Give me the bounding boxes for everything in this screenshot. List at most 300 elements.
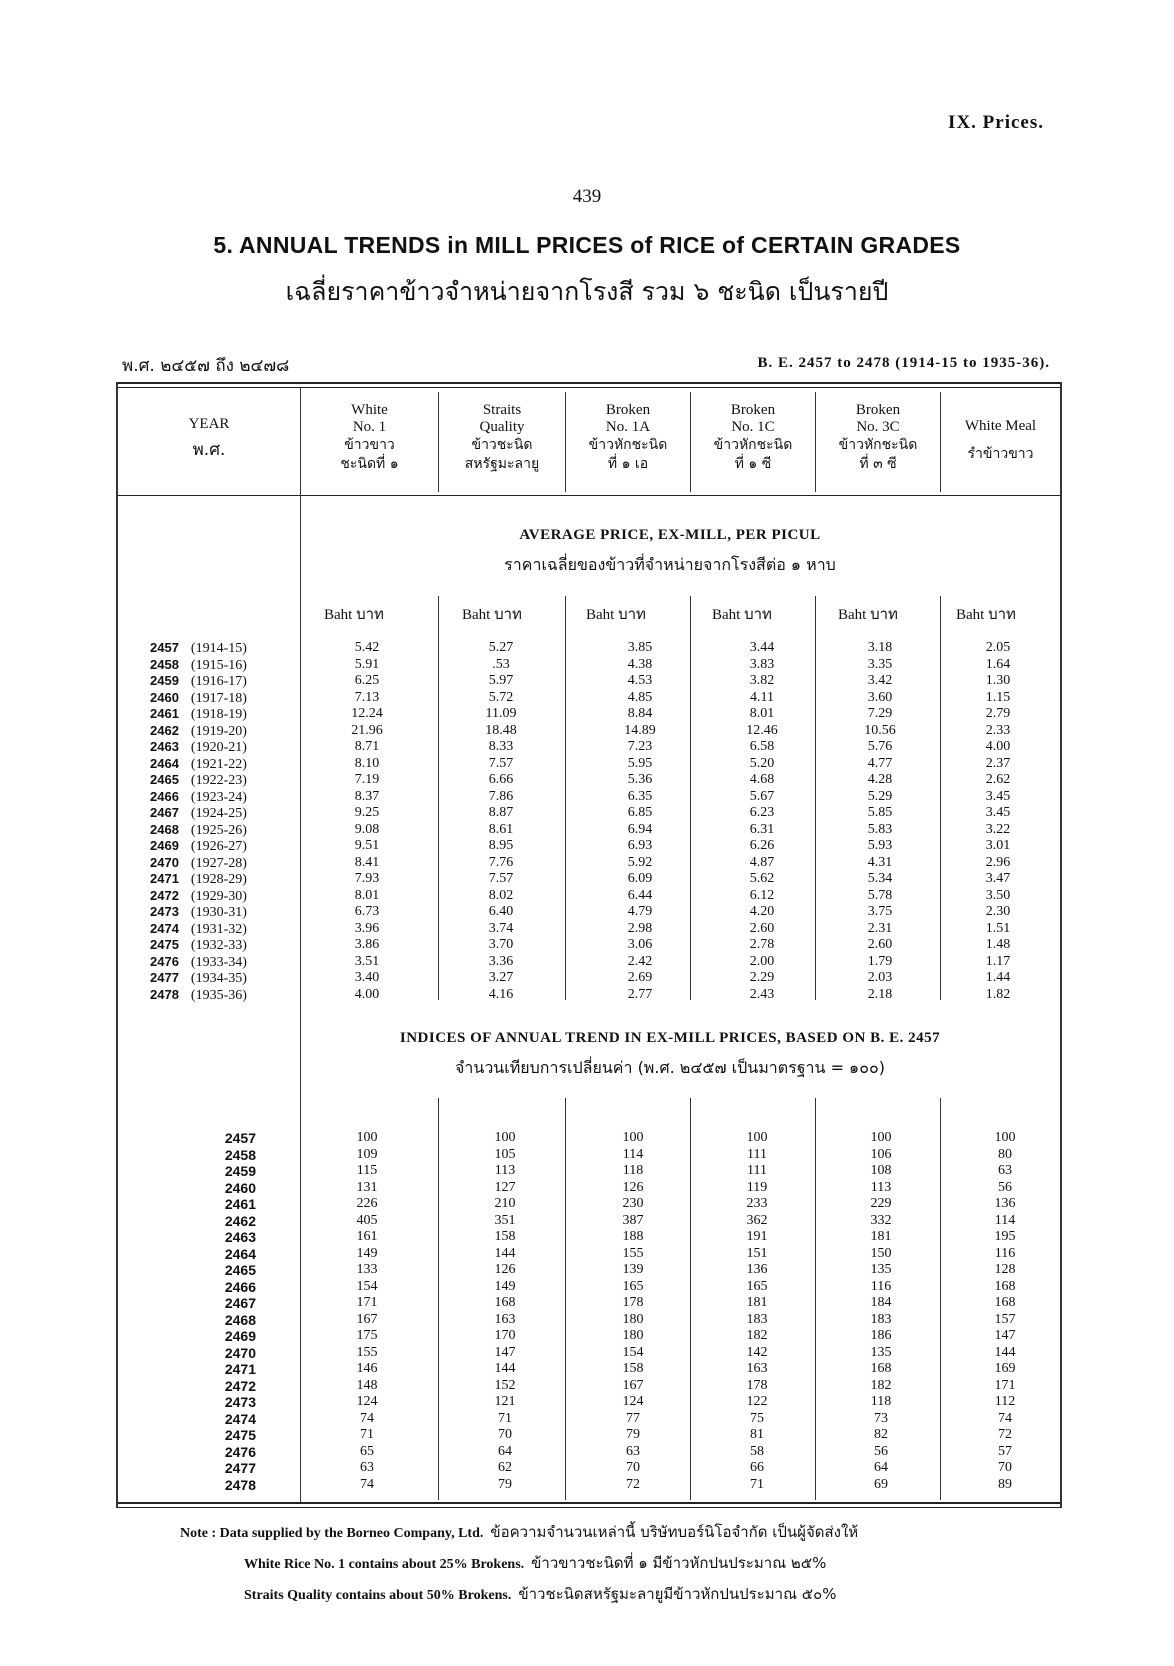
price-column-straits-quality [446, 640, 556, 1003]
table-cell: 79 [626, 1427, 640, 1442]
year-ad: (1925-26) [190, 822, 247, 838]
column-divider [438, 1098, 439, 1500]
column-divider [940, 1098, 941, 1500]
table-cell: 144 [494, 1361, 516, 1376]
table-cell: 6.35 [627, 788, 653, 804]
table-cell: 165 [622, 1278, 644, 1294]
year-be: 2458 [224, 1146, 256, 1163]
table-cell: 4.00 [985, 739, 1011, 754]
column-header-broken-3c [816, 402, 940, 474]
index-column-broken-1a [588, 1130, 678, 1493]
table-cell: 8.87 [488, 805, 514, 820]
index-column-white-meal [960, 1130, 1050, 1493]
year-be: 2459 [150, 673, 179, 688]
unit-thai: บาท [356, 605, 384, 623]
table-cell: 74 [998, 1410, 1012, 1426]
table-cell: 135 [870, 1344, 892, 1360]
table-cell: 2.69 [627, 970, 653, 985]
year-ad: (1934-35) [190, 971, 247, 986]
table-cell: 66 [750, 1460, 764, 1475]
year-be: 2464 [150, 755, 179, 771]
table-cell: 5.67 [749, 788, 775, 804]
table-cell: 2.96 [985, 854, 1011, 870]
table-cell: 2.77 [627, 986, 653, 1002]
year-be: 2468 [150, 821, 179, 837]
table-cell: 144 [494, 1245, 516, 1261]
year-be: 2478 [150, 986, 179, 1002]
table-cell: 105 [494, 1146, 516, 1162]
table-cell: 5.92 [627, 854, 653, 870]
table-cell: 21.96 [351, 722, 383, 738]
table-cell: 2.33 [985, 722, 1011, 738]
table-cell: 63 [626, 1443, 640, 1459]
table-cell: 64 [498, 1443, 512, 1459]
note-line [244, 1551, 826, 1575]
index-column-broken-3c [836, 1130, 926, 1493]
table-cell: 115 [356, 1163, 378, 1178]
note-thai: ข้อความจำนวนเหล่านี้ บริษัทบอร์นิโอจำกัด เป็นผู้จัดส่งให้ [490, 1523, 859, 1541]
header-line: White [351, 402, 388, 418]
year-ad: (1933-34) [190, 954, 247, 970]
table-cell: 8.95 [488, 838, 514, 853]
table-cell: 8.33 [488, 739, 514, 754]
table-cell: 109 [356, 1146, 378, 1162]
table-cell: 5.72 [488, 689, 514, 705]
table-cell: 146 [356, 1361, 378, 1376]
year-header-thai: พ.ศ. [192, 440, 226, 460]
table-cell: 178 [622, 1295, 644, 1310]
column-divider [690, 1098, 691, 1500]
header-line: White Meal [964, 418, 1037, 434]
table-cell: 3.22 [985, 821, 1011, 837]
note-english: White Rice No. 1 contains about 25% Brokens. [244, 1557, 525, 1572]
table-cell: 168 [870, 1361, 892, 1376]
table-cell: 158 [494, 1229, 516, 1244]
table-cell: 148 [356, 1377, 378, 1393]
table-cell: 65 [360, 1443, 374, 1459]
year-be: 2467 [150, 805, 179, 820]
table-cell: 5.78 [867, 887, 893, 903]
table-cell: 1.79 [867, 953, 893, 969]
table-cell: 161 [356, 1229, 378, 1244]
table-cell: 1.15 [985, 689, 1011, 705]
page-number: 439 [572, 186, 602, 207]
unit-english: Baht [956, 607, 985, 623]
table-cell: 7.13 [354, 689, 380, 705]
year-be: 2464 [224, 1245, 256, 1262]
table-cell: 3.96 [354, 920, 380, 936]
table-cell: 5.27 [488, 640, 514, 655]
table-cell: 56 [874, 1443, 888, 1459]
table-cell: 8.01 [354, 887, 380, 903]
table-cell: 6.94 [627, 821, 653, 837]
table-cell: 165 [746, 1278, 768, 1294]
table-cell: .53 [492, 656, 510, 672]
table-cell: 7.57 [488, 755, 514, 771]
year-row [150, 822, 300, 839]
table-cell: 126 [494, 1262, 516, 1277]
table-cell: 5.97 [488, 673, 514, 688]
header-line-thai: ข้าวขาว [344, 437, 395, 453]
year-row [150, 756, 300, 773]
table-cell: 180 [622, 1311, 644, 1327]
table-cell: 73 [874, 1410, 888, 1426]
table-cell: 124 [622, 1394, 644, 1409]
header-line: No. 1A [605, 419, 651, 435]
table-cell: 233 [746, 1196, 768, 1211]
table-cell: 122 [746, 1394, 768, 1409]
table-cell: 3.47 [985, 871, 1011, 886]
table-cell: 163 [746, 1361, 768, 1376]
table-cell: 3.45 [985, 788, 1011, 804]
table-cell: 1.30 [985, 673, 1011, 688]
table-cell: 6.26 [749, 838, 775, 853]
table-cell: 70 [626, 1460, 640, 1475]
table-cell: 136 [746, 1262, 768, 1277]
table-cell: 229 [870, 1196, 892, 1211]
price-column-broken-1c [712, 640, 812, 1003]
year-be: 2463 [150, 739, 179, 754]
table-cell: 4.00 [354, 986, 380, 1002]
table-cell: 8.61 [488, 821, 514, 837]
table-cell: 6.31 [749, 821, 775, 837]
year-row [150, 937, 300, 954]
table-cell: 108 [870, 1163, 892, 1178]
table-cell: 8.02 [488, 887, 514, 903]
year-row [150, 838, 300, 855]
column-header-year [118, 416, 300, 460]
table-cell: 144 [994, 1344, 1016, 1360]
year-be: 2473 [224, 1394, 256, 1410]
year-ad: (1923-24) [190, 789, 247, 805]
header-line-thai: ข้าวหักชะนิด [713, 437, 793, 453]
table-cell: 2.42 [627, 953, 653, 969]
year-be: 2460 [150, 689, 179, 705]
table-cell: 147 [494, 1344, 516, 1360]
year-be: 2475 [224, 1427, 256, 1443]
column-divider [815, 1098, 816, 1500]
table-cell: 169 [994, 1361, 1016, 1376]
table-cell: 4.53 [627, 673, 653, 688]
table-cell: 112 [994, 1394, 1016, 1409]
year-be: 2477 [224, 1460, 256, 1476]
table-cell: 3.83 [749, 656, 775, 672]
year-be: 2474 [150, 920, 179, 936]
table-cell: 6.25 [354, 673, 380, 688]
table-cell: 114 [622, 1146, 644, 1162]
table-cell: 154 [356, 1278, 378, 1294]
table-cell: 4.38 [627, 656, 653, 672]
table-cell: 100 [622, 1130, 644, 1145]
table-cell: 5.62 [749, 871, 775, 886]
table-cell: 7.57 [488, 871, 514, 886]
table-cell: 3.50 [985, 887, 1011, 903]
column-divider [438, 596, 439, 1000]
period-english: B. E. 2457 to 2478 (1914-15 to 1935-36). [757, 355, 1050, 371]
table-cell: 3.70 [488, 937, 514, 952]
table-cell: 9.08 [354, 821, 380, 837]
year-ad: (1919-20) [190, 723, 247, 739]
table-cell: 4.79 [627, 904, 653, 919]
table-cell: 100 [356, 1130, 378, 1145]
table-cell: 79 [498, 1476, 512, 1492]
table-cell: 6.73 [354, 904, 380, 919]
index-column-white-no1 [322, 1130, 412, 1493]
year-be: 2472 [224, 1377, 256, 1394]
table-cell: 116 [870, 1278, 892, 1294]
table-cell: 226 [356, 1196, 378, 1211]
column-divider [940, 596, 941, 1000]
table-cell: 4.87 [749, 854, 775, 870]
year-be: 2457 [224, 1130, 256, 1146]
table-cell: 111 [747, 1146, 767, 1162]
table-cell: 7.29 [867, 706, 893, 721]
table-cell: 5.83 [867, 821, 893, 837]
table-cell: 170 [494, 1328, 516, 1343]
header-line-thai: รำข้าวขาว [967, 446, 1034, 462]
table-cell: 5.42 [354, 640, 380, 655]
year-row [150, 904, 300, 921]
table-cell: 116 [994, 1245, 1016, 1261]
table-cell: 181 [746, 1295, 768, 1310]
table-cell: 182 [746, 1328, 768, 1343]
table-cell: 150 [870, 1245, 892, 1261]
year-be: 2465 [224, 1262, 256, 1278]
year-be: 2466 [150, 788, 179, 804]
table-cell: 11.09 [485, 706, 517, 721]
table-cell: 142 [746, 1344, 768, 1360]
table-cell: 171 [994, 1377, 1016, 1393]
header-line-thai: ที่ ๓ ซี [859, 456, 897, 472]
table-cell: 6.85 [627, 805, 653, 820]
year-be: 2468 [224, 1311, 256, 1328]
year-row [150, 706, 300, 723]
year-ad: (1915-16) [190, 657, 247, 673]
table-cell: 12.46 [746, 722, 778, 738]
year-be: 2467 [224, 1295, 256, 1311]
year-row [150, 871, 300, 888]
table-cell: 5.29 [867, 788, 893, 804]
table-cell: 5.91 [354, 656, 380, 672]
frame-left-rule [116, 382, 118, 1508]
frame-right-rule [1060, 382, 1062, 1508]
table-cell: 1.17 [985, 953, 1011, 969]
year-ad: (1922-23) [190, 773, 247, 788]
year-be: 2470 [224, 1344, 256, 1361]
table-cell: 5.85 [867, 805, 893, 820]
table-cell: 147 [994, 1328, 1016, 1343]
table-cell: 2.03 [867, 970, 893, 985]
table-cell: 100 [746, 1130, 768, 1145]
table-cell: 74 [360, 1410, 374, 1426]
year-row [150, 723, 300, 740]
unit-english: Baht [712, 607, 741, 623]
year-ad: (1920-21) [190, 740, 247, 755]
table-cell: 81 [750, 1427, 764, 1442]
table-cell: 6.40 [488, 904, 514, 919]
price-column-white-meal [948, 640, 1048, 1003]
table-cell: 155 [622, 1245, 644, 1261]
year-be: 2477 [150, 970, 179, 985]
table-cell: 183 [746, 1311, 768, 1327]
year-be: 2461 [224, 1196, 256, 1212]
price-column-broken-3c [830, 640, 930, 1003]
table-cell: 113 [870, 1179, 892, 1195]
unit-thai: บาท [988, 605, 1016, 623]
year-ad: (1930-31) [190, 905, 247, 920]
table-cell: 151 [746, 1245, 768, 1261]
frame-bottom-rule [116, 1502, 1062, 1504]
index-column-broken-1c [712, 1130, 802, 1493]
year-be: 2465 [150, 772, 179, 787]
table-cell: 58 [750, 1443, 764, 1459]
table-cell: 6.23 [749, 805, 775, 820]
year-row [150, 954, 300, 971]
year-row [150, 987, 300, 1004]
header-line: Quality [479, 419, 525, 435]
table-cell: 8.10 [354, 755, 380, 771]
table-cell: 4.20 [749, 904, 775, 919]
table-cell: 6.09 [627, 871, 653, 886]
table-cell: 135 [870, 1262, 892, 1277]
table-cell: 100 [494, 1130, 516, 1145]
table-cell: 183 [870, 1311, 892, 1327]
unit-thai: บาท [618, 605, 646, 623]
table-cell: 210 [494, 1196, 516, 1211]
year-ad: (1914-15) [190, 641, 247, 656]
table-cell: 155 [356, 1344, 378, 1360]
year-header-english: YEAR [188, 416, 230, 432]
table-cell: 72 [998, 1427, 1012, 1442]
table-cell: 82 [874, 1427, 888, 1442]
table-cell: 70 [998, 1460, 1012, 1475]
table-cell: 2.78 [749, 937, 775, 952]
index-section-title: INDICES OF ANNUAL TREND IN EX-MILL PRICES, BASED ON B. E. 2457 [399, 1030, 941, 1046]
table-cell: 191 [746, 1229, 768, 1244]
table-cell: 6.66 [488, 772, 514, 787]
table-cell: 3.74 [488, 920, 514, 936]
table-cell: 168 [994, 1295, 1016, 1310]
table-cell: 114 [994, 1212, 1016, 1228]
table-cell: 74 [360, 1476, 374, 1492]
table-cell: 113 [494, 1163, 516, 1178]
table-cell: 8.41 [354, 854, 380, 870]
note-line [180, 1520, 858, 1544]
table-cell: 163 [494, 1311, 516, 1327]
table-cell: 168 [494, 1295, 516, 1310]
table-cell: 171 [356, 1295, 378, 1310]
table-cell: 2.60 [749, 920, 775, 936]
year-row [150, 789, 300, 806]
table-cell: 7.93 [354, 871, 380, 886]
table-cell: 152 [494, 1377, 516, 1393]
table-cell: 167 [622, 1377, 644, 1393]
table-cell: 2.29 [749, 970, 775, 985]
table-cell: 1.64 [985, 656, 1011, 672]
index-year-column [196, 1130, 256, 1493]
unit-label [956, 602, 1016, 626]
year-be: 2475 [150, 937, 179, 952]
unit-english: Baht [324, 607, 353, 623]
table-cell: 133 [356, 1262, 378, 1277]
header-line: Broken [730, 402, 776, 418]
year-ad: (1932-33) [190, 938, 247, 953]
year-ad: (1918-19) [190, 707, 247, 722]
year-ad: (1929-30) [190, 888, 247, 904]
period-thai: พ.ศ. ๒๔๕๗ ถึง ๒๔๗๘ [122, 356, 290, 376]
table-cell: 4.28 [867, 772, 893, 787]
table-cell: 195 [994, 1229, 1016, 1244]
table-cell: 6.93 [627, 838, 653, 853]
table-cell: 8.71 [354, 739, 380, 754]
table-cell: 127 [494, 1179, 516, 1195]
table-cell: 131 [356, 1179, 378, 1195]
table-cell: 89 [998, 1476, 1012, 1492]
table-cell: 3.44 [749, 640, 775, 655]
table-cell: 7.19 [354, 772, 380, 787]
table-cell: 71 [750, 1476, 764, 1492]
year-be: 2469 [224, 1328, 256, 1344]
column-header-white-no1 [301, 402, 438, 474]
table-cell: 118 [622, 1163, 644, 1178]
table-cell: 362 [746, 1212, 768, 1228]
table-cell: 5.95 [627, 755, 653, 771]
year-row [150, 690, 300, 707]
table-cell: 10.56 [864, 722, 896, 738]
table-cell: 6.44 [627, 887, 653, 903]
unit-label [462, 602, 522, 626]
year-ad: (1917-18) [190, 690, 247, 706]
table-cell: 2.79 [985, 706, 1011, 721]
table-cell: 351 [494, 1212, 516, 1228]
unit-english: Baht [586, 607, 615, 623]
year-be: 2466 [224, 1278, 256, 1295]
table-cell: 157 [994, 1311, 1016, 1327]
table-cell: 3.60 [867, 689, 893, 705]
table-cell: 75 [750, 1410, 764, 1426]
table-cell: 181 [870, 1229, 892, 1244]
table-cell: 9.51 [354, 838, 380, 853]
header-line: Broken [605, 402, 651, 418]
year-be: 2462 [150, 722, 179, 738]
table-cell: 3.35 [867, 656, 893, 672]
table-cell: 3.36 [488, 953, 514, 969]
table-cell: 121 [494, 1394, 516, 1409]
year-be: 2473 [150, 904, 179, 919]
year-ad: (1928-29) [190, 872, 247, 887]
table-cell: 119 [746, 1179, 768, 1195]
year-be: 2478 [224, 1476, 256, 1493]
year-be: 2469 [150, 838, 179, 853]
year-row [150, 855, 300, 872]
year-be: 2474 [224, 1410, 256, 1427]
unit-label [324, 602, 384, 626]
table-cell: 57 [998, 1443, 1012, 1459]
price-year-column [150, 640, 300, 1003]
year-row [150, 673, 300, 690]
section-header: IX. Prices. [948, 112, 1044, 133]
price-column-white-no1 [312, 640, 422, 1003]
table-cell: 3.45 [985, 805, 1011, 820]
table-cell: 3.75 [867, 904, 893, 919]
year-be: 2461 [150, 706, 179, 721]
table-cell: 2.31 [867, 920, 893, 936]
header-line-thai: ข้าวหักชะนิด [588, 437, 668, 453]
year-be: 2476 [224, 1443, 256, 1460]
year-row [150, 921, 300, 938]
table-cell: 80 [998, 1146, 1012, 1162]
header-line: No. 1C [731, 419, 775, 435]
